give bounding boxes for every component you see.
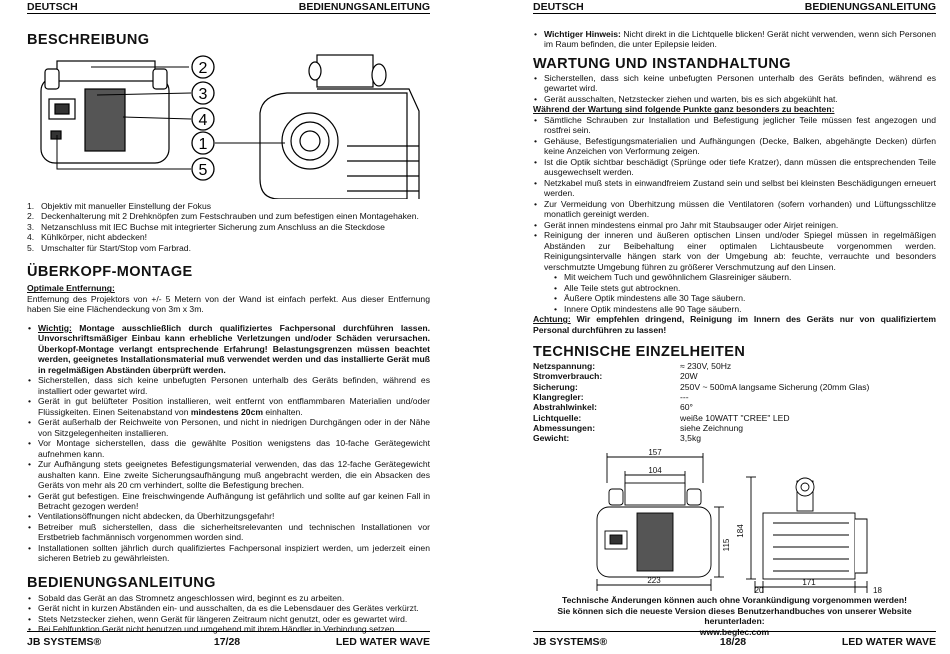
- footer-brand: JB SYSTEMS®: [533, 636, 608, 648]
- page-footer: [27, 631, 430, 649]
- list-item: • Sämtliche Schrauben zur Installation und Befestigung jeglicher Teile müssen fest angezogen und rostfrei sein.: [533, 115, 936, 136]
- montage-list: [27, 323, 430, 564]
- bedienung-list: [27, 593, 430, 635]
- section-heading-beschreibung: BESCHREIBUNG: [27, 32, 150, 48]
- footer-product: LED WATER WAVE: [335, 636, 430, 648]
- list-item: • Gerät außerhalb der Reichweite von Personen, und nicht in niedrigen Durchgängen oder in der Nähe von Sitzgelegenheiten installieren.: [27, 417, 430, 438]
- list-item: • Wichtig: Montage ausschließlich durch qualifiziertes Fachpersonal durchführen lassen. Unvorschriftsmäßiger Einbau kann erhebliche Verletzungen und/oder Schäden verursachen. Überkopf-Montage verlangt entsprechende Erfahrung! Belastungsgrenzen müssen beachtet werden, geeignetes Installationsmaterial muß verwendet werden und das installierte Gerät muß in regelmäßigen Abständen überprüft werden.: [27, 323, 430, 375]
- list-item: • Gerät nicht in kurzen Abständen ein- und ausschalten, da es die Lebensdauer des Gerätes verkürzt.: [27, 603, 430, 613]
- section-heading-montage: ÜBERKOPF-MONTAGE: [27, 264, 193, 281]
- hinweis-list: [533, 29, 936, 50]
- callout-label: 2: [198, 59, 208, 77]
- header-title: BEDIENUNGSANLEITUNG: [298, 1, 430, 13]
- footer-brand: JB SYSTEMS®: [27, 636, 102, 648]
- side-view-dimensioned: [746, 477, 867, 593]
- list-item: 5. Umschalter für Start/Stop vom Farbrad.: [27, 242, 191, 253]
- table-row: Abmessungen: siehe Zeichnung: [533, 422, 744, 433]
- dim-20: 20: [754, 586, 764, 594]
- dim-171: 171: [802, 578, 816, 588]
- section-heading-bedienung: BEDIENUNGSANLEITUNG: [27, 574, 216, 591]
- section-heading-wartung: WARTUNG UND INSTANDHALTUNG: [533, 55, 791, 72]
- notice-changes: Technische Änderungen können auch ohne Vorankündigung vorgenommen werden!: [562, 595, 907, 606]
- table-row: Netzspannung: ≈ 230V, 50Hz: [533, 360, 732, 371]
- footer-page-number: 17/28: [213, 636, 241, 648]
- list-item: • Stets Netzstecker ziehen, wenn Gerät für längeren Zeitraum nicht genutzt, oder es gewartet wird.: [27, 614, 430, 624]
- list-item: • Ist die Optik sichtbar beschädigt (Sprünge oder tiefe Kratzer), dann müssen die entsprechenden Teile ausgewechselt werden.: [533, 157, 936, 178]
- subheading-entfernung: Optimale Entfernung:: [27, 283, 115, 294]
- dim-223: 223: [647, 576, 661, 586]
- product-illustration: [27, 51, 430, 199]
- wartung-points-heading: Während der Wartung sind folgende Punkte ganz besonders zu beachten:: [533, 104, 835, 115]
- achtung-note: Achtung: Wir empfehlen dringend, Reinigung im Innern des Geräts nur von qualifiziertem Personal durchführen zu lassen!: [533, 314, 936, 335]
- footer-product: LED WATER WAVE: [841, 636, 936, 648]
- list-item: • Sicherstellen, dass sich keine unbefugten Personen unterhalb des Geräts befinden, während es installiert oder gewartet wird.: [27, 375, 430, 396]
- dim-104: 104: [648, 466, 662, 476]
- callout-label: 3: [198, 85, 208, 103]
- list-item: 3. Netzanschluss mit IEC Buchse mit integrierter Sicherung zum Anschluss an die Steckdose: [27, 221, 385, 232]
- callout-label: 4: [198, 111, 208, 129]
- callout-label: 1: [198, 135, 208, 153]
- list-item: • Vor Montage sicherstellen, dass die gewählte Position wenigstens das 10-fache Gerätegewicht aufnehmen kann.: [27, 438, 430, 459]
- dim-184: 184: [736, 524, 745, 539]
- left-page: [27, 0, 430, 654]
- dim-115: 115: [722, 539, 731, 552]
- spec-table: [533, 361, 869, 444]
- table-row: Gewicht: 3,5kg: [533, 433, 702, 444]
- dim-18: 18: [873, 586, 882, 594]
- list-item: • Reinigung der inneren und äußeren optischen Linsen und/oder Spiegel müssen in regelmäßigen Abständen zur Beibehaltung einer optimalen Lichtausbeute vorgenommen werden. Reinigungsintervalle hängen stark von der Umgebung ab: feuchte, verrauchte und besonders verschmutzte Umgebung führen zu größerer Verschmutzung auf den Linsen.: [533, 230, 936, 272]
- dim-157: 157: [648, 448, 662, 458]
- dimension-drawing: [533, 447, 936, 593]
- list-item: • Wichtiger Hinweis: Nicht direkt in die Lichtquelle blicken! Gerät nicht verwenden, wenn sich Personen im Raum befinden, die unter Epilepsie leiden.: [533, 29, 936, 50]
- list-item: • Gerät innen mindestens einmal pro Jahr mit Staubsauger oder Airjet reinigen.: [533, 220, 936, 230]
- page-header: [533, 0, 936, 14]
- table-row: Abstrahlwinkel: 60°: [533, 402, 693, 413]
- list-item: • Alle Teile stets gut abtrocknen.: [553, 283, 936, 293]
- table-row: Klangregler: ---: [533, 391, 689, 402]
- back-view-drawing: [41, 61, 169, 163]
- wartung-points-list: [533, 115, 936, 272]
- paragraph-entfernung: Entfernung des Projektors von +/- 5 Metern von der Wand ist einfach perfekt. Aus dieser Entfernung haben Sie eine Flächendeckung von 3m x 3m.: [27, 293, 430, 315]
- list-item: • Äußere Optik mindestens alle 30 Tage säubern.: [553, 293, 936, 303]
- list-item: • Betreiber muß sicherstellen, dass die sicherheitsrelevanten und technischen Installationen vor Erstbetrieb fachmännisch vorgenommen worden sind.: [27, 522, 430, 543]
- list-item: • Bei Fehlfunktion Gerät nicht benutzen und umgehend mit ihrem Händler in Verbindung setzen.: [27, 624, 430, 634]
- header-language: DEUTSCH: [27, 1, 78, 13]
- list-item: • Netzkabel muß stets in einwandfreiem Zustand sein und selbst bei kleinsten Beschädigungen erneuert werden.: [533, 178, 936, 199]
- table-row: Lichtquelle: weiße 10WATT "CREE" LED: [533, 412, 790, 423]
- callout-label: 5: [198, 161, 208, 179]
- list-item: • Sicherstellen, dass sich keine unbefugten Personen unterhalb des Geräts befinden, während es gewartet wird.: [533, 73, 936, 94]
- list-item: • Sobald das Gerät an das Stromnetz angeschlossen wird, beginnt es zu arbeiten.: [27, 593, 430, 603]
- list-item: 1. Objektiv mit manueller Einstellung der Fokus: [27, 200, 212, 211]
- list-item: • Gerät ausschalten, Netzstecker ziehen und warten, bis es sich abgekühlt hat.: [533, 94, 936, 104]
- front-view-drawing: [260, 55, 419, 199]
- list-item: • Gerät gut befestigen. Eine freischwingende Aufhängung ist gefährlich und sollte auf gar keinen Fall in Betracht gezogen werden!: [27, 491, 430, 512]
- list-item: • Mit weichem Tuch und gewöhnlichem Glasreiniger säubern.: [553, 272, 936, 282]
- list-item: 4. Kühlkörper, nicht abdecken!: [27, 232, 148, 243]
- list-item: • Innere Optik mindestens alle 90 Tage säubern.: [553, 304, 936, 314]
- list-item: • Gehäuse, Befestigungsmaterialien und Aufhängungen (Decke, Balken, abgehängte Decken) dürfen keine Anzeichen von Verformung zeigen.: [533, 136, 936, 157]
- page-footer: [533, 631, 936, 649]
- section-heading-technik: TECHNISCHE EINZELHEITEN: [533, 344, 746, 361]
- header-language: DEUTSCH: [533, 1, 584, 13]
- parts-list: [27, 201, 430, 253]
- list-item: • Gerät in gut belüfteter Position installieren, weit entfernt von entflammbaren Materialien und/oder Flüssigkeiten. Einen Seitenabstand von mindestens 20cm einhalten.: [27, 396, 430, 417]
- list-item: • Ventilationsöffnungen nicht abdecken, da Überhitzungsgefahr!: [27, 511, 430, 521]
- table-row: Stromverbrauch: 20W: [533, 371, 698, 382]
- page-header: [27, 0, 430, 14]
- footer-page-number: 18/28: [719, 636, 747, 648]
- list-item: • Installationen sollten jährlich durch qualifiziertes Fachpersonal inspiziert werden, um jederzeit einen sicheren Betrieb zu gewährleisten.: [27, 543, 430, 564]
- table-row: Sicherung: 250V ~ 500mA langsame Sicherung (20mm Glas): [533, 381, 870, 392]
- cleaning-sublist: [553, 272, 936, 314]
- list-item: • Zur Aufhängung stets geeignetes Befestigungsmaterial verwenden, das das 12-fache Gerätegewicht aushalten kann. Eine zweite Sicherungsaufhängung muß angebracht werden, die ein Absacken des Geräts von mehr als 20 cm verhindert, sollte die Befestigung brechen.: [27, 459, 430, 490]
- list-item: 2. Deckenhalterung mit 2 Drehknöpfen zum Festschrauben und zum befestigen einen Montagehaken.: [27, 211, 419, 222]
- wartung-list: [533, 73, 936, 104]
- right-page: [533, 0, 936, 654]
- list-item: • Zur Vermeidung von Überhitzung müssen die Ventilatoren (sofern vorhanden) und Lüftungsschlitze monatlich gereinigt werden.: [533, 199, 936, 220]
- header-title: BEDIENUNGSANLEITUNG: [804, 1, 936, 13]
- notice-download: Sie können sich die neueste Version dieses Benutzerhandbuches von unserer Website herunterladen:: [557, 605, 912, 627]
- website-link[interactable]: www.beglec.com: [699, 626, 770, 637]
